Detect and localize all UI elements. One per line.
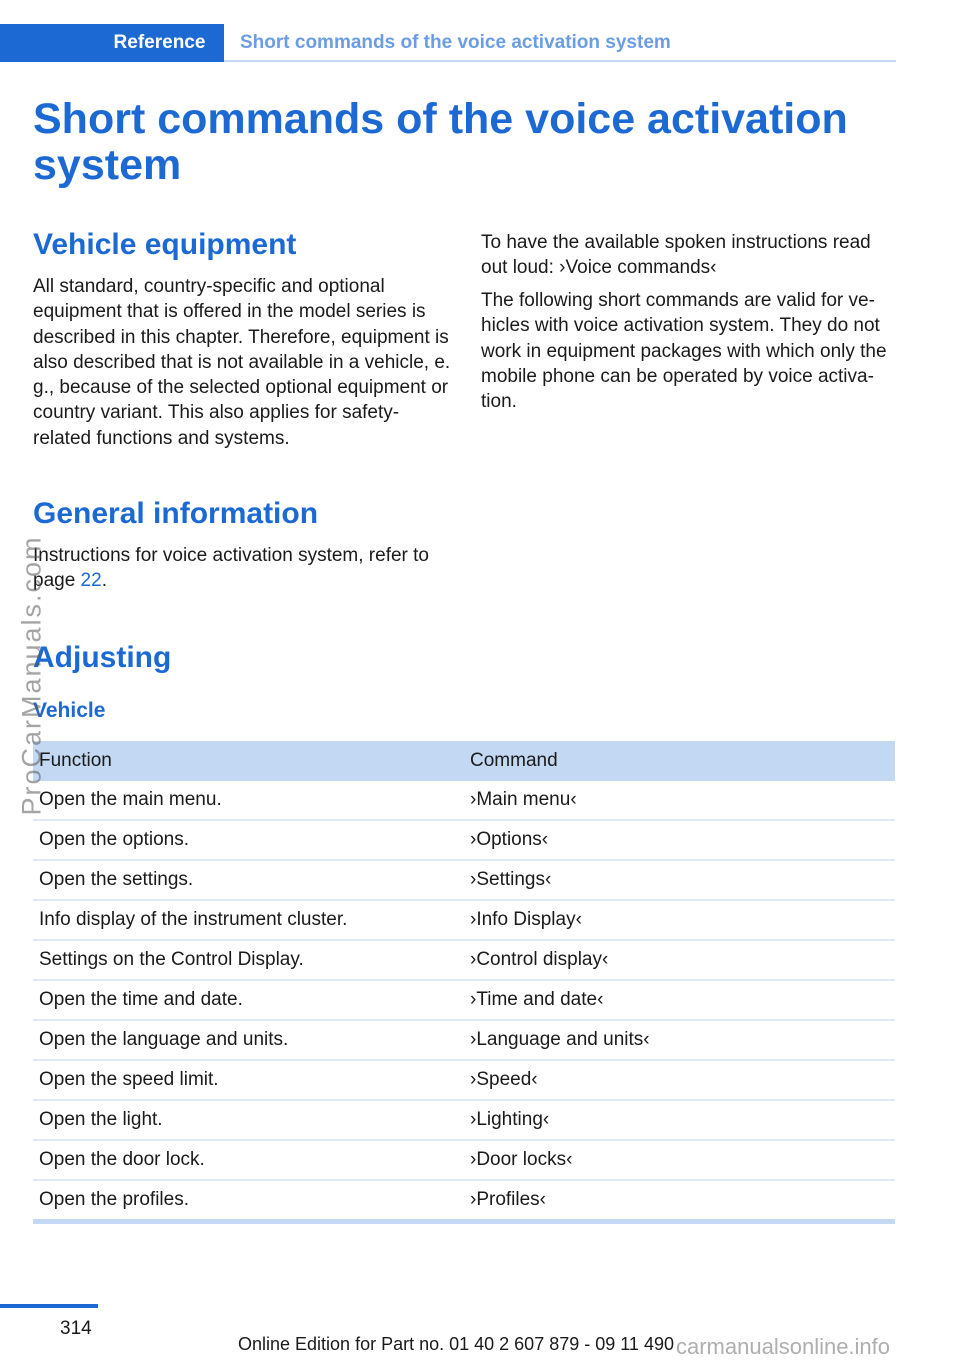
command-cell: ›Door locks‹	[464, 1140, 895, 1180]
function-cell: Open the door lock.	[33, 1140, 464, 1180]
table-row	[33, 1140, 895, 1180]
command-cell: ›Main menu‹	[464, 781, 895, 820]
site-watermark: carmanualsonline.info	[676, 1334, 891, 1359]
vehicle-equipment-text: All standard, country-specific and optional equipment that is offered in the model series is described in this chapter. Therefore, equipment is also described that is not available in a vehicle, e. g., because of the selected optional equipment or country variant. This also applies for safety-related functions and systems.	[33, 276, 451, 449]
command-cell: ›Profiles‹	[464, 1180, 895, 1222]
command-cell: ›Info Display‹	[464, 900, 895, 940]
command-cell: ›Time and date‹	[464, 980, 895, 1020]
command-cell: ›Lighting‹	[464, 1100, 895, 1140]
function-cell: Open the light.	[33, 1100, 464, 1140]
page-header	[0, 24, 896, 62]
table-row	[33, 1180, 895, 1222]
adjusting-heading: Adjusting	[33, 641, 172, 674]
vehicle-equipment-heading: Vehicle equipment	[33, 228, 297, 261]
table-row	[33, 781, 895, 820]
function-cell: Open the main menu.	[33, 781, 464, 820]
table-row	[33, 860, 895, 900]
voice-commands-instruction: To have the available spoken instructions read out loud: ›Voice commands‹	[481, 232, 871, 279]
function-cell: Open the settings.	[33, 860, 464, 900]
function-cell: Open the time and date.	[33, 980, 464, 1020]
edition-note: Online Edition for Part no. 01 40 2 607 879 - 09 11 490	[238, 1334, 674, 1354]
function-column-header: Function	[33, 741, 464, 781]
table-row	[33, 1020, 895, 1060]
vehicle-commands-table	[33, 741, 895, 1224]
header-rule	[224, 60, 896, 62]
general-information-text	[33, 543, 451, 594]
table-header-row	[33, 741, 895, 781]
page-number-rule	[0, 1304, 98, 1308]
header-chapter-title: Short commands of the voice activation system	[240, 32, 671, 53]
table-row	[33, 1060, 895, 1100]
command-cell: ›Control display‹	[464, 940, 895, 980]
table-row	[33, 1100, 895, 1140]
function-cell: Open the profiles.	[33, 1180, 464, 1222]
page-title: Short commands of the voice activation system	[33, 95, 848, 189]
command-cell: ›Language and units‹	[464, 1020, 895, 1060]
page-22-link[interactable]: 22	[80, 570, 102, 592]
header-section-label: Reference	[113, 32, 206, 53]
general-information-text-start: Instructions for voice activation system, refer to page	[33, 545, 429, 592]
table-row	[33, 900, 895, 940]
table-row	[33, 940, 895, 980]
vehicle-subheading: Vehicle	[33, 699, 106, 722]
table-row	[33, 820, 895, 860]
general-information-text-end: .	[101, 570, 107, 592]
function-cell: Settings on the Control Display.	[33, 940, 464, 980]
general-information-heading: General information	[33, 497, 319, 530]
watermark: ProCarManuals.com	[16, 535, 47, 816]
command-cell: ›Settings‹	[464, 860, 895, 900]
function-cell: Open the options.	[33, 820, 464, 860]
function-cell: Info display of the instrument cluster.	[33, 900, 464, 940]
function-cell: Open the language and units.	[33, 1020, 464, 1060]
table-row	[33, 980, 895, 1020]
command-cell: ›Options‹	[464, 820, 895, 860]
page-number: 314	[60, 1318, 92, 1339]
command-cell: ›Speed‹	[464, 1060, 895, 1100]
short-commands-validity-note: The following short commands are valid for vehicles with voice activation system. They do not work in equipment packages with which only the mobile phone can be operated by voice activation.	[481, 290, 887, 413]
command-column-header: Command	[464, 741, 895, 781]
function-cell: Open the speed limit.	[33, 1060, 464, 1100]
